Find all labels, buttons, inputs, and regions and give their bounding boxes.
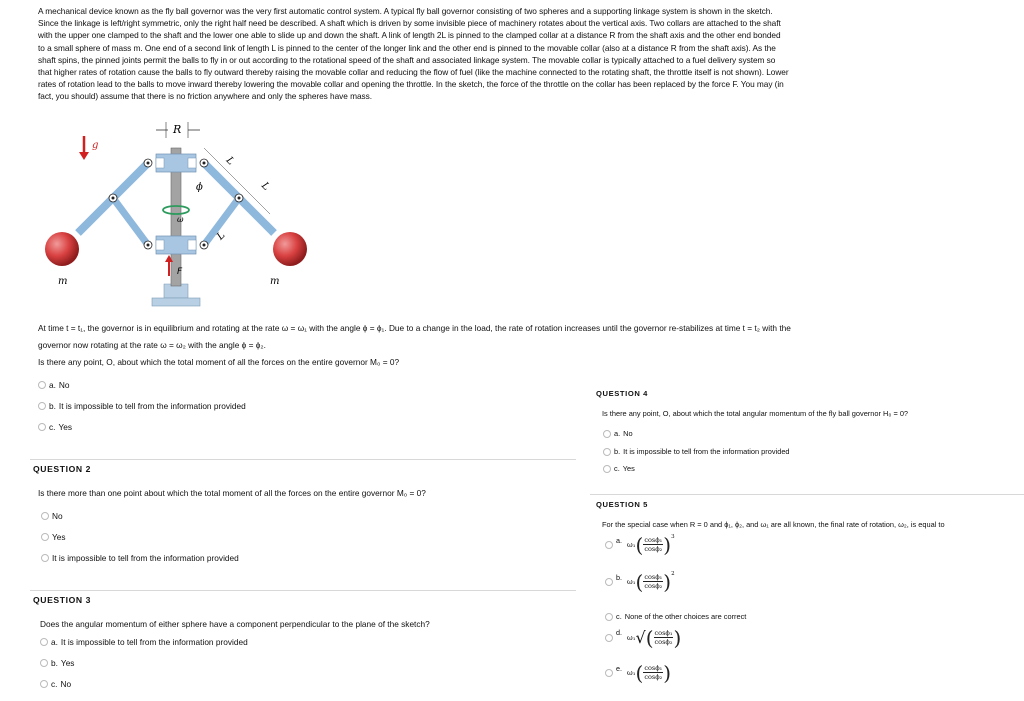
radio-button[interactable] — [41, 533, 49, 541]
intro-line: rates of rotation lead to the balls to move inward thereby lowering the movable collar and opening the throttle. In the sketch, the force of the throttle on the collar has been replaced by the force F. You may (in — [38, 79, 784, 90]
q5-option-a[interactable]: a. ω₁ ( cosϕ₁ cosϕ₂ ) 3 — [605, 536, 675, 553]
sphere-right — [273, 232, 307, 266]
formula: ω₁ ( cosϕ₁ cosϕ₂ ) 3 — [627, 532, 675, 557]
gravity-label: g — [92, 140, 99, 151]
radio-button[interactable] — [38, 402, 46, 410]
formula: ω₁ ( cosϕ₁ cosϕ₂ ) 2 — [627, 569, 675, 594]
radio-button[interactable] — [603, 430, 611, 438]
radio-button[interactable] — [38, 381, 46, 389]
q1-option-c[interactable]: c. Yes — [38, 422, 72, 432]
governor-figure — [36, 118, 326, 314]
q3-option-b[interactable]: b. Yes — [40, 658, 74, 668]
scenario-line: governor now rotating at the rate ω = ω₂ with the angle ϕ = ϕ₂. — [38, 340, 266, 350]
q1-option-b[interactable]: b. It is impossible to tell from the information provided — [38, 401, 246, 411]
l-label-3: L — [214, 229, 228, 243]
q4-option-a[interactable]: a. No — [603, 429, 633, 438]
governor-diagram — [36, 118, 326, 314]
question-4-text: Is there any point, O, about which the total angular momentum of the fly ball governor H₀ = 0? — [602, 409, 909, 418]
divider — [30, 590, 576, 591]
gravity-arrowhead — [79, 152, 89, 160]
intro-line: with the upper one clamped to the shaft and the lower one able to slide up and down the shaft. A link of length 2L is pinned to the clamped collar at a distance R from the shaft axis and the other end bonded — [38, 30, 781, 41]
q3-option-a[interactable]: a. It is impossible to tell from the information provided — [40, 637, 248, 647]
intro-line: that higher rates of rotation cause the balls to fly outward thereby raising the movable collar and reducing the flow of fuel (like the machine connected to the rotating shaft, the throttle itself is not shown). Lower — [38, 67, 789, 78]
scenario-statement — [38, 320, 1018, 371]
q5-option-e[interactable]: e. ω₁ ( cosϕ₁ cosϕ₂ ) — [605, 664, 671, 681]
question-3-text: Does the angular momentum of either sphere have a component perpendicular to the plane of the sketch? — [40, 619, 430, 629]
problem-statement — [38, 5, 1018, 103]
intro-line: to a small sphere of mass m. One end of a second link of length L is pinned to the center of the longer link and the other end is pinned to the movable collar (also at a distance R from the shaft axis). As the — [38, 42, 776, 53]
q5-option-b[interactable]: b. ω₁ ( cosϕ₁ cosϕ₂ ) 2 — [605, 573, 675, 590]
scenario-line: At time t = t₁, the governor is in equilibrium and rotating at the rate ω = ω₁ with the angle ϕ = ϕ₁. Due to a change in the load, the rate of rotation increases until the governor re-stabilizes at time t = t₂ with the — [38, 323, 791, 333]
r-label: R — [173, 123, 182, 136]
radio-button[interactable] — [603, 465, 611, 473]
sphere-left — [45, 232, 79, 266]
mass-label-right: m — [270, 276, 280, 287]
l-label-1: L — [223, 154, 237, 168]
q1-option-a[interactable]: a. No — [38, 380, 70, 390]
mass-label-left: m — [58, 276, 68, 287]
radio-button[interactable] — [605, 669, 613, 677]
q2-option-yes[interactable]: Yes — [41, 532, 66, 542]
l-label-2: L — [259, 180, 272, 193]
radio-button[interactable] — [41, 554, 49, 562]
divider — [30, 459, 576, 460]
short-link-left — [113, 198, 148, 245]
question-4-heading: QUESTION 4 — [596, 389, 648, 398]
q3-option-c[interactable]: c. No — [40, 679, 71, 689]
omega-label: ω — [177, 215, 184, 224]
intro-line: Since the linkage is left/right symmetric, only the right half need be described. A shaft which is driven by some invisible piece of machinery rotates about the vertical axis. Two collars are attached to the shaft — [38, 18, 781, 29]
question-2-text: Is there more than one point about which the total moment of all the forces on the entire governor M₀ = 0? — [38, 488, 426, 498]
radio-button[interactable] — [605, 541, 613, 549]
intro-line: fact, you should) assume that there is no friction anywhere and only the spheres have mass. — [38, 91, 372, 102]
question-1-text: Is there any point, O, about which the total moment of all the forces on the entire governor M₀ = 0? — [38, 357, 400, 367]
q2-option-no[interactable]: No — [41, 511, 63, 521]
radio-button[interactable] — [40, 638, 48, 646]
radio-button[interactable] — [38, 423, 46, 431]
phi-label: ϕ — [196, 182, 203, 193]
base-plate — [152, 298, 200, 306]
question-5-text: For the special case when R = 0 and ϕ₁, ϕ₂, and ω₁ are all known, the final rate of rotation, ω₂, is equal to — [602, 520, 945, 529]
radio-button[interactable] — [40, 659, 48, 667]
force-label: F — [177, 267, 183, 277]
q4-option-b[interactable]: b. It is impossible to tell from the information provided — [603, 447, 790, 456]
q4-option-c[interactable]: c. Yes — [603, 464, 635, 473]
question-5-heading: QUESTION 5 — [596, 500, 648, 509]
intro-line: shaft spins, the pinned joints permit the balls to fly in or out according to the rotational speed of the shaft and associated linkage system. The movable collar is typically attached to a fuel delivery system so — [38, 54, 776, 65]
question-3-heading: QUESTION 3 — [33, 595, 92, 605]
radio-button[interactable] — [605, 634, 613, 642]
question-2-heading: QUESTION 2 — [33, 464, 92, 474]
radio-button[interactable] — [605, 578, 613, 586]
radio-button[interactable] — [40, 680, 48, 688]
q2-option-impossible[interactable]: It is impossible to tell from the information provided — [41, 553, 239, 563]
radio-button[interactable] — [603, 448, 611, 456]
q5-option-c[interactable]: c. None of the other choices are correct — [605, 612, 746, 621]
formula: ω₁ √ ( cosϕ₁ cosϕ₂ ) — [627, 625, 682, 650]
divider — [590, 494, 1024, 495]
radio-button[interactable] — [605, 613, 613, 621]
formula: ω₁ ( cosϕ₁ cosϕ₂ ) — [627, 660, 672, 685]
q5-option-d[interactable]: d. ω₁ √ ( cosϕ₁ cosϕ₂ ) — [605, 628, 681, 647]
intro-line: A mechanical device known as the fly ball governor was the very first automatic control system. A typical fly ball governor consisting of two spheres and a supporting linkage system is shown in the sketch. — [38, 6, 773, 16]
radio-button[interactable] — [41, 512, 49, 520]
